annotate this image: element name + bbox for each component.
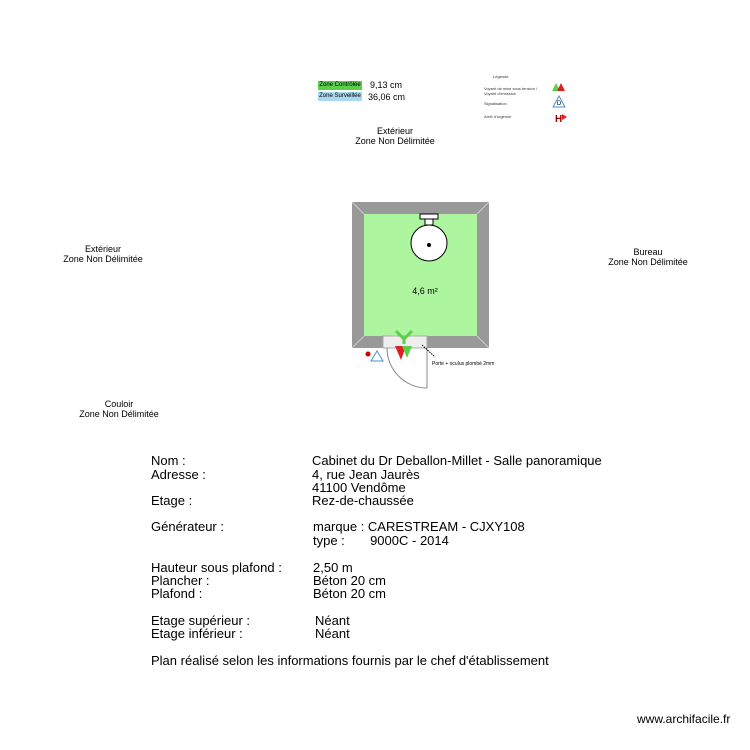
zone-couloir: Couloir Zone Non Délimitée — [79, 399, 159, 419]
footer-note: Plan réalisé selon les informations fournis par le chef d'établissement — [151, 653, 549, 668]
info-label-etage-sup: Etage supérieur : — [151, 613, 251, 628]
info-value-type: type : 9000C - 2014 — [313, 533, 449, 548]
info-value-adresse: 4, rue Jean Jaurès — [312, 467, 420, 482]
svg-text:D: D — [557, 101, 562, 107]
info-value-etage-inf: Néant — [315, 626, 350, 641]
info-value-plancher: Béton 20 cm — [313, 573, 386, 588]
zone-exterieur-left: Extérieur Zone Non Délimitée — [63, 244, 143, 264]
emission-light-icon — [557, 83, 565, 91]
info-value-marque: marque : CARESTREAM - CJXY108 — [313, 519, 525, 534]
radiation-sign-icon — [371, 351, 383, 361]
legend-voyant: Voyant de mise sous tension / Voyant d'émission — [484, 86, 538, 96]
info-value-nom: Cabinet du Dr Deballon-Millet - Salle panoramique — [312, 453, 602, 468]
info-value-etage-sup: Néant — [315, 613, 350, 628]
info-label-plafond: Plafond : — [151, 586, 203, 601]
emergency-stop-icon: H — [555, 114, 563, 125]
legend-arret: Arrêt d'urgence — [484, 114, 512, 119]
emergency-stop-icon — [366, 352, 371, 357]
zone-surveillee-value: 36,06 cm — [368, 92, 406, 102]
legend-signalisation: Signalisation — [484, 101, 507, 106]
info-label-etage: Etage : — [151, 493, 193, 508]
watermark: www.archifacile.fr — [637, 712, 731, 726]
info-label-plancher: Plancher : — [151, 573, 210, 588]
info-value-ville: 41100 Vendôme — [312, 480, 406, 495]
info-label-etage-inf: Etage inférieur : — [151, 626, 243, 641]
info-value-plafond: Béton 20 cm — [313, 586, 386, 601]
zone-controlee-value: 9,13 cm — [370, 80, 403, 90]
info-label-nom: Nom : — [151, 453, 186, 468]
info-label-hauteur: Hauteur sous plafond : — [151, 560, 282, 575]
room-area: 4,6 m² — [412, 286, 438, 296]
info-label-adresse: Adresse : — [151, 467, 206, 482]
legend-title: Légende — [493, 74, 509, 79]
info-label-generateur: Générateur : — [151, 519, 224, 534]
zone-controlee-swatch: Zone Contrôlée — [319, 82, 361, 88]
door-note: Porte + oculus plombé 2mm — [432, 361, 495, 367]
zone-bureau: Bureau Zone Non Délimitée — [608, 247, 688, 267]
zone-surveillee-swatch: Zone Surveillée — [319, 93, 361, 99]
legend-icons — [548, 80, 573, 125]
info-value-hauteur: 2,50 m — [313, 560, 353, 575]
zone-exterieur-top: Extérieur Zone Non Délimitée — [355, 126, 435, 146]
info-value-etage: Rez-de-chaussée — [312, 493, 414, 508]
